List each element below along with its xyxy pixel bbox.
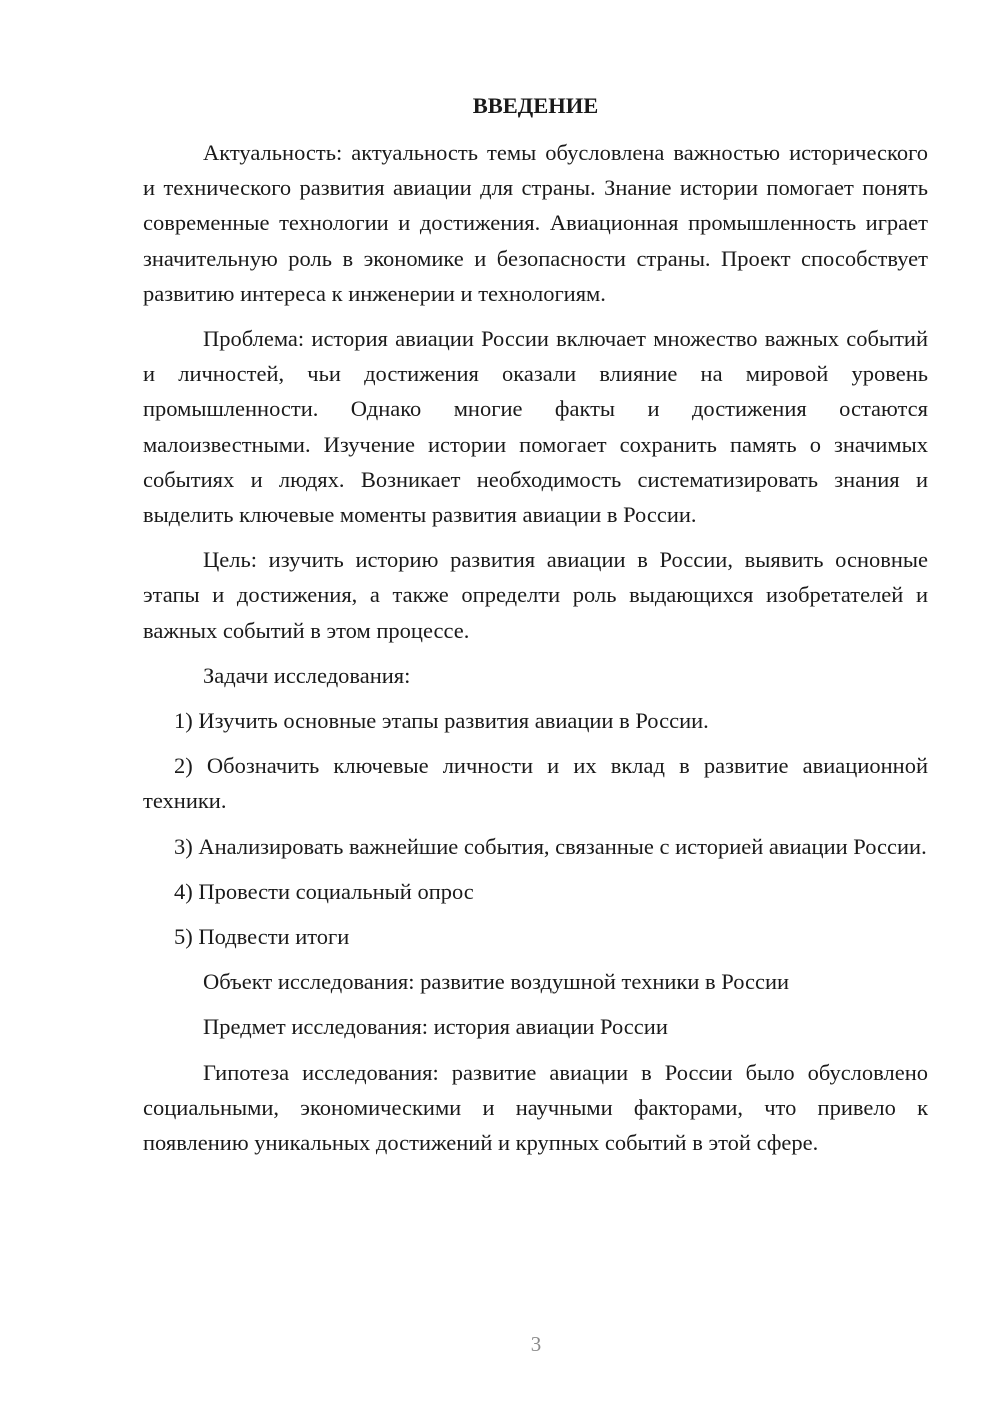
problem-paragraph: Проблема: история авиации России включает множество важных событий и личностей, чьи достижения оказали влияние на мировой уровень промышленности. Однако многие факты и достижения остаются малоизвестными. Изучение истории помогает сохранить память о значимых событиях и людях. Возникает необходимость систематизировать знания и выделить ключевые моменты развития авиации в России. [143, 326, 928, 528]
task-item: 2) Обозначить ключевые личности и их вклад в развитие авиационной техники. [143, 753, 928, 814]
task-item: 3) Анализировать важнейшие события, связанные с историей авиации России. [174, 833, 927, 859]
page-number: 3 [530, 1332, 542, 1356]
document-page [143, 88, 928, 1170]
task-item: 4) Провести социальный опрос [174, 878, 474, 904]
tasks-title: Задачи исследования: [203, 662, 411, 688]
goal-paragraph: Цель: изучить историю развития авиации в России, выявить основные этапы и достижения, а также определти роль выдающихся изобретателей и важных событий в этом процессе. [143, 547, 928, 643]
research-object: Объект исследования: развитие воздушной техники в России [203, 969, 790, 995]
hypothesis-paragraph: Гипотеза исследования: развитие авиации в России было обусловлено социальными, экономическими и научными факторами, что привело к появлению уникальных достижений и крупных событий в этой сфере. [143, 1059, 928, 1156]
task-item: 1) Изучить основные этапы развития авиации в России. [174, 708, 709, 734]
task-item: 5) Подвести итоги [174, 924, 350, 950]
relevance-paragraph: Актуальность: актуальность темы обусловлена важностью исторического и технического развития авиации для страны. Знание истории помогает понять современные технологии и достижения. Авиационная промышленность играет значительную роль в экономике и безопасности страны. Проект способствует развитию интереса к инженерии и технологиям. [143, 140, 928, 306]
research-subject: Предмет исследования: история авиации России [203, 1014, 668, 1040]
section-heading: ВВЕДЕНИЕ [472, 93, 599, 118]
